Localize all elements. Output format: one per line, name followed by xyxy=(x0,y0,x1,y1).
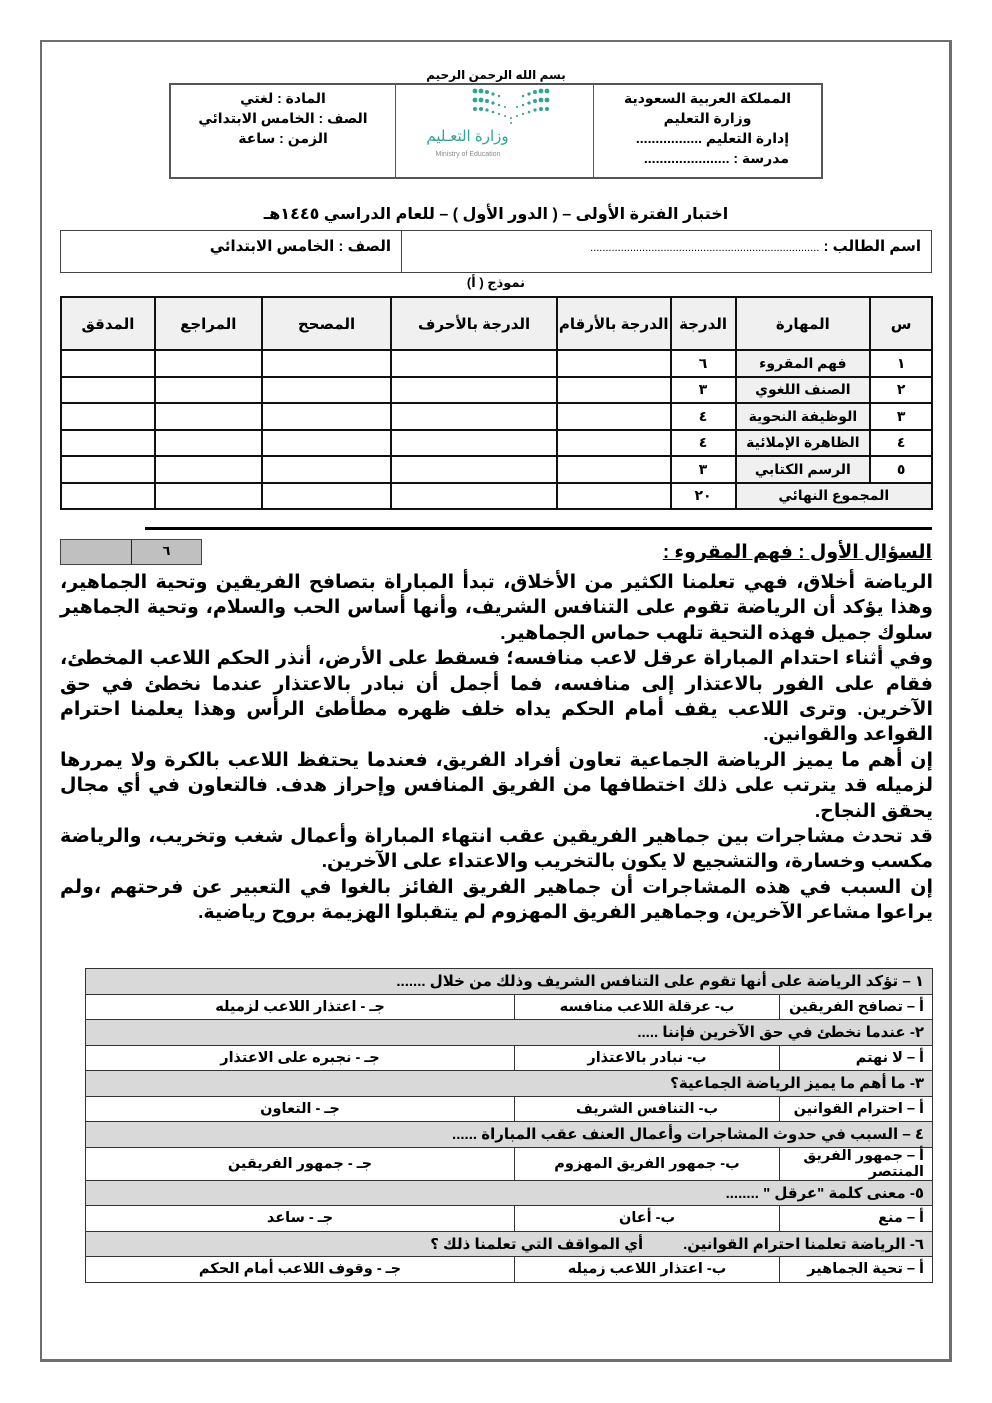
question-row xyxy=(86,969,933,995)
question-row xyxy=(86,1071,933,1097)
row-skill: الرسم الكتابي xyxy=(736,456,871,483)
reviewer-cell[interactable] xyxy=(155,350,262,377)
header-reviewer: المراجع xyxy=(155,297,262,350)
row-score: ٤ xyxy=(671,430,736,457)
option-c[interactable]: جـ - اعتذار اللاعب لزميله xyxy=(86,994,515,1020)
row-score: ٣ xyxy=(671,377,736,404)
score-digits-cell[interactable] xyxy=(557,403,671,430)
max-score: ٦ xyxy=(162,543,171,558)
question-row xyxy=(86,1180,933,1206)
question-prompt: أي المواقف التي تعلمنا ذلك ؟ xyxy=(430,1235,644,1253)
passage-paragraph: قد تحدث مشاجرات بين جماهير الفريقين عقب انتهاء المباراة وأعمال شغب وتخريب، والرياضة مكسب وخسارة، والتشجيع لا يكون بالتخريب والاعتداء على الآخرين. xyxy=(60,826,933,873)
header-no: س xyxy=(870,297,932,350)
header-institution xyxy=(593,85,821,177)
header-score-words: الدرجة بالأحرف xyxy=(391,297,557,350)
question-row xyxy=(86,1231,933,1257)
multiple-choice-table xyxy=(85,968,933,1283)
corrector-cell[interactable] xyxy=(262,377,392,404)
score-words-cell[interactable] xyxy=(391,403,557,430)
basmala: بسم الله الرحمن الرحيم xyxy=(426,68,566,82)
table-row xyxy=(61,430,932,457)
question-score-box xyxy=(60,539,202,565)
table-row xyxy=(61,403,932,430)
corrector-cell[interactable] xyxy=(262,350,392,377)
logo-arabic-text: وزارة التعـليم xyxy=(426,128,509,145)
option-b[interactable]: ب- أعان xyxy=(515,1206,780,1232)
row-no: ٢ xyxy=(870,377,932,404)
row-skill: فهم المقروء xyxy=(736,350,871,377)
duration-label: الزمن : ساعة xyxy=(238,130,328,146)
reviewer-cell[interactable] xyxy=(155,456,262,483)
header-score: الدرجة xyxy=(671,297,736,350)
auditor-cell[interactable] xyxy=(61,377,155,404)
score-words-cell[interactable] xyxy=(391,377,557,404)
options-row xyxy=(86,1045,933,1071)
header-exam-info xyxy=(171,85,395,177)
option-c[interactable]: جـ - نجبره على الاعتذار xyxy=(86,1045,515,1071)
earned-score-cell[interactable] xyxy=(61,540,132,564)
table-row xyxy=(61,350,932,377)
option-c[interactable]: جـ - جمهور الفريقين xyxy=(86,1147,515,1180)
ministry-label: وزارة التعليم xyxy=(663,110,752,126)
option-a[interactable]: أ – منع xyxy=(780,1206,933,1232)
option-b[interactable]: ب- عرقلة اللاعب منافسه xyxy=(515,994,780,1020)
option-a[interactable]: أ – تصافح الفريقين xyxy=(780,994,933,1020)
row-no: ٤ xyxy=(870,430,932,457)
option-a[interactable]: أ – تحية الجماهير xyxy=(780,1257,933,1283)
question-row xyxy=(86,1020,933,1046)
logo-english-text: Ministry of Education xyxy=(435,151,501,158)
option-c[interactable]: جـ - وقوف اللاعب أمام الحكم xyxy=(86,1257,515,1283)
subject-label: المادة : لغتي xyxy=(240,90,326,106)
table-row-total xyxy=(61,483,932,510)
row-skill: الصنف اللغوي xyxy=(736,377,871,404)
row-no: ١ xyxy=(870,350,932,377)
row-no: ٣ xyxy=(870,403,932,430)
reviewer-cell[interactable] xyxy=(155,377,262,404)
score-digits-cell[interactable] xyxy=(557,430,671,457)
education-admin-field: إدارة التعليم ................. xyxy=(635,130,789,146)
option-c[interactable]: جـ - التعاون xyxy=(86,1096,515,1122)
total-label: المجموع النهائي xyxy=(736,483,932,510)
row-score: ٤ xyxy=(671,403,736,430)
options-row xyxy=(86,1147,933,1180)
row-skill: الظاهرة الإملائية xyxy=(736,430,871,457)
exam-title: اختبار الفترة الأولى – ( الدور الأول ) – للعام الدراسي ١٤٤٥هـ xyxy=(263,206,729,223)
corrector-cell[interactable] xyxy=(262,483,392,510)
options-row xyxy=(86,994,933,1020)
score-table xyxy=(60,296,933,510)
row-no: ٥ xyxy=(870,456,932,483)
option-b[interactable]: ب- جمهور الفريق المهزوم xyxy=(515,1147,780,1180)
row-skill: الوظيفة النحوية xyxy=(736,403,871,430)
option-a[interactable]: أ – احترام القوانين xyxy=(780,1096,933,1122)
question-text: ٣- ما أهم ما يميز الرياضة الجماعية؟ xyxy=(86,1071,933,1097)
country-label: المملكة العربية السعودية xyxy=(624,90,791,106)
student-grade-label: الصف : الخامس الابتدائي xyxy=(209,238,391,255)
options-row xyxy=(86,1206,933,1232)
score-words-cell[interactable] xyxy=(391,483,557,510)
option-a[interactable]: أ – لا نهتم xyxy=(780,1045,933,1071)
option-b[interactable]: ب- نبادر بالاعتذار xyxy=(515,1045,780,1071)
score-digits-cell[interactable] xyxy=(557,483,671,510)
row-score: ٦ xyxy=(671,350,736,377)
score-digits-cell[interactable] xyxy=(557,456,671,483)
corrector-cell[interactable] xyxy=(262,456,392,483)
reviewer-cell[interactable] xyxy=(155,430,262,457)
option-b[interactable]: ب- التنافس الشريف xyxy=(515,1096,780,1122)
corrector-cell[interactable] xyxy=(262,403,392,430)
header-auditor: المدقق xyxy=(61,297,155,350)
question-text: ٢- عندما نخطئ في حق الآخرين فإننا ..... xyxy=(86,1020,933,1046)
student-name-field[interactable]: ........................................................................... xyxy=(590,242,820,254)
question-text: ٤ – السبب في حدوث المشاجرات وأعمال العنف عقب المباراة ...... xyxy=(86,1122,933,1148)
question-cell xyxy=(86,1231,933,1257)
auditor-cell[interactable] xyxy=(61,430,155,457)
table-row xyxy=(61,377,932,404)
reviewer-cell[interactable] xyxy=(155,403,262,430)
header-score-digits: الدرجة بالأرقام xyxy=(557,297,671,350)
row-score: ٣ xyxy=(671,456,736,483)
score-table-header xyxy=(61,297,932,350)
options-row xyxy=(86,1096,933,1122)
table-row xyxy=(61,456,932,483)
auditor-cell[interactable] xyxy=(61,483,155,510)
passage-paragraph: وفي أثناء احتدام المباراة عرقل لاعب منافسه؛ فسقط على الأرض، أنذر الحكم اللاعب المخطئ، فقام على الفور بالاعتذار إلى منافسه، فما أجمل أن نبادر بالاعتذار عندما نخطئ في حق الآخرين. وترى اللاعب يقف أمام الحكم يداه خلف ظهره مطأطئ الرأس وهذا يعلمنا احترام القواعد والقوانين. xyxy=(60,648,933,746)
option-b[interactable]: ب- اعتذار اللاعب زميله xyxy=(515,1257,780,1283)
header-corrector: المصحح xyxy=(262,297,392,350)
school-field: مدرسة : ...................... xyxy=(643,150,789,166)
student-name-cell xyxy=(401,231,931,272)
score-digits-cell[interactable] xyxy=(557,377,671,404)
grade-label: الصف : الخامس الابتدائي xyxy=(198,110,368,126)
logo-cell xyxy=(395,85,593,177)
header-box xyxy=(169,83,823,179)
divider xyxy=(145,527,932,530)
question-text: ٦- الرياضة تعلمنا احترام القوانين. xyxy=(683,1235,924,1253)
ministry-of-education-logo-icon xyxy=(471,87,551,125)
total-score: ٢٠ xyxy=(671,483,736,510)
score-words-cell[interactable] xyxy=(391,456,557,483)
header-skill: المهارة xyxy=(736,297,871,350)
passage-paragraph: إن أهم ما يميز الرياضة الجماعية تعاون أفراد الفريق، فعندما يحتفظ اللاعب بالكرة ولا يمررها لزميله قد يترتب على ذلك اختطافها من الفريق المنافس وإحراز هدف. فالتعاون في أي مجال يحقق النجاح. xyxy=(60,749,933,822)
score-words-cell[interactable] xyxy=(391,350,557,377)
passage-paragraph: إن السبب في هذه المشاجرات أن جماهير الفريق الفائز بالغوا في التعبير عن فرحتهم ،ولم يراعوا مشاعر الآخرين، وجماهير الفريق المهزوم لم يتقبلوا الهزيمة بروح رياضية. xyxy=(60,876,933,924)
option-c[interactable]: جـ - ساعد xyxy=(86,1206,515,1232)
question-row xyxy=(86,1122,933,1148)
passage-paragraph: الرياضة أخلاق، فهي تعلمنا الكثير من الأخلاق، تبدأ المباراة بتصافح الفريقين وتحية الجماهير، وهذا يؤكد أن الرياضة تقوم على التنافس الشريف، وأنها أساس الحب والسلام، وتحية الجماهير سلوك جميل فهذه التحية تلهب حماس الجماهير. xyxy=(60,572,933,644)
corrector-cell[interactable] xyxy=(262,430,392,457)
question-text: ٥- معنى كلمة "عرقل " ........ xyxy=(86,1180,933,1206)
question-title: السؤال الأول : فهم المقروء : xyxy=(662,542,932,563)
auditor-cell[interactable] xyxy=(61,456,155,483)
score-words-cell[interactable] xyxy=(391,430,557,457)
reading-passage xyxy=(60,570,933,926)
question-text: ١ – تؤكد الرياضة على أنها تقوم على التنافس الشريف وذلك من خلال ....... xyxy=(86,969,933,995)
student-name-label: اسم الطالب : xyxy=(823,238,921,255)
reviewer-cell[interactable] xyxy=(155,483,262,510)
auditor-cell[interactable] xyxy=(61,350,155,377)
auditor-cell[interactable] xyxy=(61,403,155,430)
student-info-box xyxy=(60,230,932,273)
score-digits-cell[interactable] xyxy=(557,350,671,377)
model-label: نموذج ( أ) xyxy=(466,275,526,290)
option-a[interactable]: أ – جمهور الفريق المنتصر xyxy=(780,1147,933,1180)
options-row xyxy=(86,1257,933,1283)
